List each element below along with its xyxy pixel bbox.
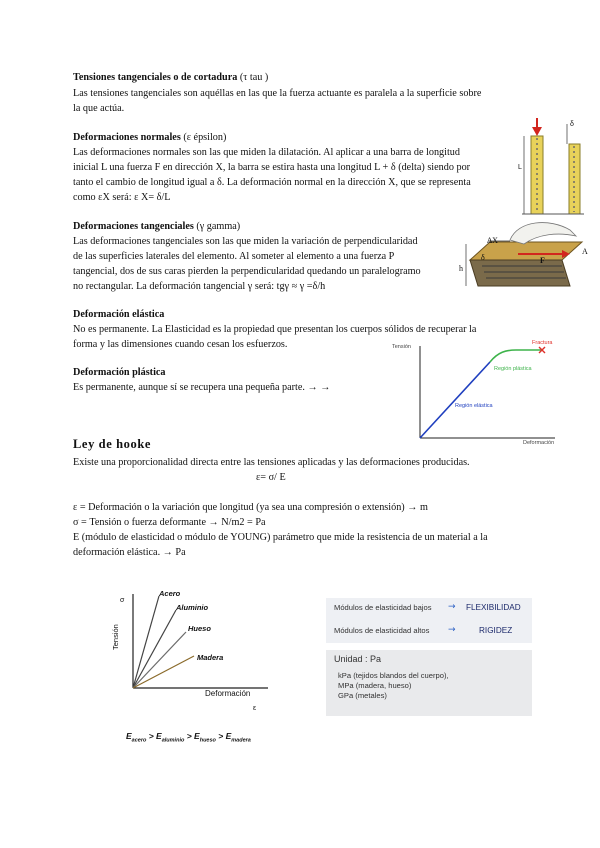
materials-y-label: Tensión — [111, 624, 120, 650]
hooke-formula: ε= σ/ E — [256, 472, 286, 483]
strain-axis-label: Deformación — [523, 440, 555, 446]
high-modulus-label: Módulos de elasticidad altos — [334, 626, 430, 635]
paragraph-line: inicial L una fuerza F en dirección X, la barra se estira hasta una longitud L + δ (delta) siendo por — [73, 162, 471, 173]
paragraph-line: tangencial, dos de sus caras pierden la perpendicularidad quedando un paralelogramo — [73, 266, 421, 277]
definition-line: σ = Tensión o fuerza deformante → N/m2 = Pa — [73, 517, 266, 528]
title-suffix: (γ gamma) — [193, 221, 241, 232]
inequality-sub: madera — [231, 737, 251, 744]
inequality-part: E — [126, 731, 132, 741]
paragraph-line: Existe una proporcionalidad directa entre las tensiones aplicadas y las deformaciones producidas. — [73, 457, 470, 468]
title-suffix: (τ tau ) — [237, 72, 269, 83]
inequality-sub: aluminio — [161, 737, 185, 744]
bar-delta-label: δ — [570, 121, 574, 128]
paragraph-line: la que actúa. — [73, 103, 125, 114]
plastic-region-curve — [490, 350, 542, 362]
definition-line: deformación elástica. → Pa — [73, 547, 186, 558]
section-title-deformacion-elastica: Deformación elástica — [73, 309, 165, 320]
material-label-madera: Madera — [197, 653, 224, 662]
title-suffix: (ε épsilon) — [180, 132, 227, 143]
paragraph-line: Es permanente, aunque sí se recupera una pequeña parte. → → — [73, 382, 331, 393]
bar-length-label: L — [518, 164, 522, 171]
hand-shape — [510, 223, 576, 244]
materials-x-label: Deformación — [205, 689, 251, 698]
paragraph-line: Las deformaciones normales son las que miden la dilatación. Al aplicar a una barra de longitud — [73, 147, 460, 158]
inequality-part: > E — [215, 731, 232, 741]
section-title-tension-tangencial — [73, 70, 268, 86]
low-modulus-label: Módulos de elasticidad bajos — [334, 603, 432, 612]
title-text: Deformaciones normales — [73, 132, 181, 143]
plastic-region-label: Región plástica — [494, 366, 532, 372]
title-text: Deformaciones tangenciales — [73, 221, 194, 232]
section-title-deformacion-plastica: Deformación plástica — [73, 367, 166, 378]
title-text: Tensiones tangenciales o de cortadura — [73, 72, 238, 83]
definition-line: ε = Deformación o la variación que longitud (ya sea una compresión o extensión) → m — [73, 502, 428, 513]
elastic-region-line — [420, 362, 490, 438]
rupture-label: Fractura — [532, 340, 553, 346]
stress-strain-chart — [390, 338, 565, 448]
inequality-part: > E — [146, 731, 162, 741]
shear-dx-label: ΔX — [487, 236, 498, 245]
paragraph-line: No es permanente. La Elasticidad es la propiedad que presentan los cuerpos sólidos de recuperar la — [73, 324, 477, 335]
definition-line: E (módulo de elasticidad o módulo de YOUNG) parámetro que mide la resistencia de un material a la — [73, 532, 488, 543]
inequality-sub: hueso — [199, 737, 216, 744]
shear-delta-label: δ — [481, 253, 485, 262]
modulus-inequality — [126, 729, 251, 749]
paragraph-line: de las superficies laterales del elemento. Al someter al elemento a una fuerza P — [73, 251, 395, 262]
unit-item: GPa (metales) — [338, 691, 387, 700]
unit-item: kPa (tejidos blandos del cuerpo), — [338, 671, 449, 680]
inequality-sub: acero — [131, 737, 147, 744]
material-label-aluminio: Aluminio — [176, 603, 209, 612]
section-title-deformaciones-normales — [73, 130, 226, 146]
force-arrow-head — [532, 127, 542, 136]
elastic-region-label: Región elástica — [455, 403, 493, 409]
shear-A-label: A — [582, 247, 588, 256]
paragraph-line: no rectangular. La deformación tangencial γ será: tgγ ≈ γ =δ/h — [73, 281, 326, 292]
arrow-right-icon: → — [448, 602, 456, 612]
material-label-hueso: Hueso — [188, 624, 211, 633]
section-title-deformaciones-tangenciales — [73, 219, 240, 235]
paragraph-line: forma y las dimensiones cuando cesan los esfuerzos. — [73, 339, 288, 350]
paragraph-line: Las tensiones tangenciales son aquéllas en las que la fuerza actuante es paralela a la superficie sobre — [73, 88, 482, 99]
sigma-symbol: σ — [120, 597, 125, 604]
section-title-ley-hooke: Ley de hooke — [73, 437, 152, 451]
block-front-face — [470, 260, 570, 286]
shear-h-label: h — [459, 264, 463, 273]
unit-item: MPa (madera, hueso) — [338, 681, 412, 690]
paragraph-line: como εX será: ε X= δ/L — [73, 192, 171, 203]
bar-original — [569, 144, 580, 214]
bar-tension-figure — [518, 110, 598, 220]
high-modulus-value: RIGIDEZ — [479, 626, 513, 635]
shear-figure — [458, 214, 593, 294]
epsilon-symbol: ε — [253, 705, 257, 712]
paragraph-line: tanto el cambio de longitud igual a δ. La deformación normal en la dirección X, que se representa — [73, 177, 471, 188]
unit-title: Unidad : Pa — [334, 654, 382, 664]
stress-axis-label: Tensión — [392, 344, 411, 350]
shear-F-label: F — [540, 256, 545, 265]
inequality-part: > E — [184, 731, 200, 741]
paragraph-line: Las deformaciones tangenciales son las que miden la variación de perpendicularidad — [73, 236, 418, 247]
material-label-acero: Acero — [159, 589, 181, 598]
arrow-right-icon: → — [448, 625, 456, 635]
low-modulus-value: FLEXIBILIDAD — [466, 603, 521, 612]
